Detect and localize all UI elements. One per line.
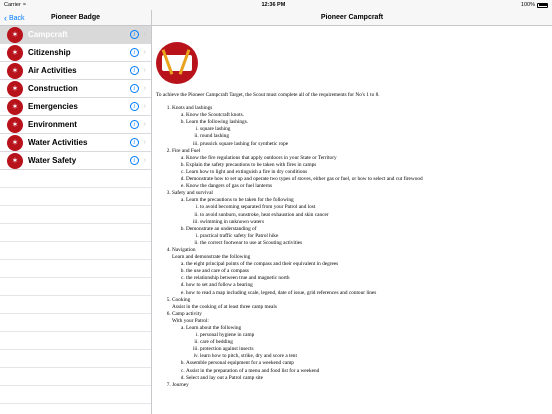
item-text: Select and lay out a Patrol camp site xyxy=(186,374,263,381)
badge-area xyxy=(156,30,548,86)
item-text: Assist in the preparation of a menu and food list for a weekend xyxy=(186,367,320,374)
empty-row xyxy=(0,224,151,242)
chevron-right-icon: › xyxy=(143,49,146,56)
section-items xyxy=(172,155,548,190)
sub-item: iii. protection against insects xyxy=(200,346,548,353)
chevron-right-icon: › xyxy=(143,157,146,164)
item-text: Explain the safety precautions to be taken with fires in camps xyxy=(186,161,317,168)
list-item xyxy=(186,226,548,247)
empty-row xyxy=(0,242,151,260)
sidebar-empty-rows xyxy=(0,170,151,404)
tree-icon: ✶ xyxy=(7,117,23,133)
chevron-right-icon: › xyxy=(143,31,146,38)
list-item xyxy=(186,325,548,360)
sidebar-item-label: Water Safety xyxy=(28,156,77,165)
chevron-right-icon: › xyxy=(143,139,146,146)
sidebar-item-label: Citizenship xyxy=(28,48,71,57)
status-left xyxy=(4,2,26,8)
sub-item: i. practical traffic safety for Patrol hike xyxy=(200,233,548,240)
list-item xyxy=(186,183,548,190)
back-label: Back xyxy=(9,14,25,22)
section-lead: With your Patrol: xyxy=(172,317,209,324)
empty-row xyxy=(0,350,151,368)
requirement-section xyxy=(172,105,548,148)
sidebar-nav-bar xyxy=(0,10,151,26)
sidebar xyxy=(0,10,152,414)
empty-row xyxy=(0,332,151,350)
status-time: 12:36 PM xyxy=(261,2,286,8)
list-item xyxy=(186,290,548,297)
item-text: Learn the following lashings. xyxy=(186,119,249,126)
empty-row xyxy=(0,368,151,386)
canoe-icon: ✶ xyxy=(7,135,23,151)
sidebar-item-label: Water Activities xyxy=(28,138,88,147)
sub-items xyxy=(186,233,548,247)
item-text: the use and care of a compass xyxy=(186,268,249,275)
chevron-right-icon: › xyxy=(143,103,146,110)
chevron-right-icon: › xyxy=(143,121,146,128)
section-lead: Assist in the cooking of at least three camp meals xyxy=(172,303,277,310)
section-title: 6. Camp activity xyxy=(172,310,202,317)
requirement-section xyxy=(172,382,548,389)
sub-item: i. personal hygiene in camp xyxy=(200,332,548,339)
list-item xyxy=(186,155,548,162)
item-text: Demonstrate an understanding of xyxy=(186,225,257,232)
empty-row xyxy=(0,206,151,224)
section-title: 7. Journey xyxy=(172,381,189,388)
sidebar-item-label: Air Activities xyxy=(28,66,77,75)
campfire-icon: ✶ xyxy=(7,27,23,43)
sub-items xyxy=(186,332,548,360)
sidebar-item-emergencies[interactable] xyxy=(0,98,151,116)
sub-item: iii. prussick square lashing for synthetic rope xyxy=(200,141,548,148)
detail-title: Pioneer Campcraft xyxy=(152,10,552,26)
item-text: the relationship between true and magnetic north xyxy=(186,275,290,282)
section-title: 4. Navigation xyxy=(172,246,196,253)
first-aid-icon: ✶ xyxy=(7,99,23,115)
section-items xyxy=(172,261,548,296)
sub-item: i. square lashing xyxy=(200,126,548,133)
empty-row xyxy=(0,386,151,404)
section-lead: Learn and demonstrate the following xyxy=(172,254,251,261)
sidebar-item-construction[interactable] xyxy=(0,80,151,98)
chevron-left-icon: ‹ xyxy=(4,12,7,23)
sidebar-item-label: Construction xyxy=(28,84,78,93)
carrier-label: Carrier xyxy=(4,2,21,8)
section-items xyxy=(172,325,548,382)
sub-items xyxy=(186,126,548,147)
list-item xyxy=(186,375,548,382)
chevron-right-icon: › xyxy=(143,85,146,92)
item-text: Demonstrate how to set up and operate two types of stoves, either gas or fuel, or how to select and cut firewood xyxy=(186,176,423,183)
list-item xyxy=(186,268,548,275)
item-text: how to set and follow a bearing xyxy=(186,282,253,289)
sidebar-item-label: Emergencies xyxy=(28,102,78,111)
sidebar-item-water-activities[interactable] xyxy=(0,134,151,152)
battery-icon xyxy=(537,3,548,8)
sidebar-item-campcraft[interactable] xyxy=(0,26,151,44)
requirement-section xyxy=(172,190,548,247)
list-item xyxy=(186,368,548,375)
sub-item: ii. round lashing xyxy=(200,133,548,140)
status-right xyxy=(521,2,548,8)
intro-text: To achieve the Pioneer Campcraft Target, the Scout must complete all of the requirements for No's 1 to 8. xyxy=(156,92,380,98)
info-icon[interactable]: i xyxy=(130,30,139,39)
empty-row xyxy=(0,296,151,314)
campcraft-badge-icon xyxy=(156,42,198,84)
sidebar-item-environment[interactable] xyxy=(0,116,151,134)
requirement-section xyxy=(172,311,548,382)
info-icon[interactable]: i xyxy=(130,66,139,75)
info-icon[interactable]: i xyxy=(130,48,139,57)
empty-row xyxy=(0,278,151,296)
sub-item: ii. the correct footwear to use at Scouting activities xyxy=(200,240,548,247)
list-item xyxy=(186,119,548,147)
back-button[interactable] xyxy=(4,10,25,26)
item-text: Learn how to light and extinguish a fire in dry conditions xyxy=(186,168,308,175)
item-text: the eight principal points of the compass and their equivalent in degrees xyxy=(186,261,339,268)
list-item xyxy=(186,169,548,176)
section-title: 2. Fire and Fuel xyxy=(172,147,201,154)
info-icon[interactable]: i xyxy=(130,156,139,165)
parachute-icon: ✶ xyxy=(7,63,23,79)
sidebar-item-water-safety[interactable] xyxy=(0,152,151,170)
section-items xyxy=(172,197,548,247)
sidebar-title: Pioneer Badge xyxy=(50,14,100,21)
flag-icon: ✶ xyxy=(7,45,23,61)
item-text: Assemble personal equipment for a weekend camp xyxy=(186,360,294,367)
chevron-right-icon: › xyxy=(143,67,146,74)
sub-items xyxy=(186,204,548,225)
requirement-section xyxy=(172,247,548,297)
sidebar-item-citizenship[interactable] xyxy=(0,44,151,62)
sidebar-menu xyxy=(0,26,151,170)
item-text: Learn about the following xyxy=(186,325,242,331)
item-text: Learn the precautions to be taken for the following xyxy=(186,197,294,204)
empty-row xyxy=(0,188,151,206)
requirement-section xyxy=(172,148,548,191)
requirement-section xyxy=(172,297,548,311)
buoy-icon: ✶ xyxy=(7,153,23,169)
section-title: 1. Knots and lashings xyxy=(172,105,213,112)
wifi-icon: ≈ xyxy=(22,2,26,8)
info-icon[interactable]: i xyxy=(130,120,139,129)
sidebar-item-label: Environment xyxy=(28,120,77,129)
info-icon[interactable]: i xyxy=(130,138,139,147)
list-item xyxy=(186,197,548,225)
info-icon[interactable]: i xyxy=(130,84,139,93)
sub-item: ii. to avoid sunburn, sunstroke, heat exhaustion and skin cancer xyxy=(200,212,548,219)
empty-row xyxy=(0,170,151,188)
sidebar-item-label: Campcraft xyxy=(28,30,68,39)
item-text: Know the Scoutcraft knots. xyxy=(186,112,244,119)
requirements-list xyxy=(156,105,548,389)
section-title: 3. Safety and survival xyxy=(172,190,213,197)
status-bar xyxy=(0,0,552,10)
item-text: how to read a map including scale, legend, date of issue, grid references and contour lines xyxy=(186,289,377,296)
detail-pane xyxy=(152,10,552,414)
sub-item: i. to avoid becoming separated from your Patrol and lost xyxy=(200,204,548,211)
detail-content[interactable] xyxy=(152,26,552,389)
empty-row xyxy=(0,314,151,332)
sidebar-item-air-activities[interactable] xyxy=(0,62,151,80)
battery-percent: 100% xyxy=(520,2,535,8)
tower-icon: ✶ xyxy=(7,81,23,97)
list-item xyxy=(186,162,548,169)
sub-item: iv. learn how to pitch, strike, dry and score a tent xyxy=(200,353,548,360)
badge-emblem xyxy=(162,55,192,71)
info-icon[interactable]: i xyxy=(130,102,139,111)
empty-row xyxy=(0,260,151,278)
list-item xyxy=(186,360,548,367)
section-items xyxy=(172,112,548,147)
list-item xyxy=(186,282,548,289)
item-text: Know the dangers of gas or fuel lanterns xyxy=(186,183,273,190)
sub-item: ii. care of bedding xyxy=(200,339,548,346)
sub-item: iii. swimming in unknown waters xyxy=(200,219,548,226)
item-text: Know the fire regulations that apply outdoors in your State or Territory xyxy=(186,154,337,161)
section-title: 5. Cooking xyxy=(172,296,191,303)
